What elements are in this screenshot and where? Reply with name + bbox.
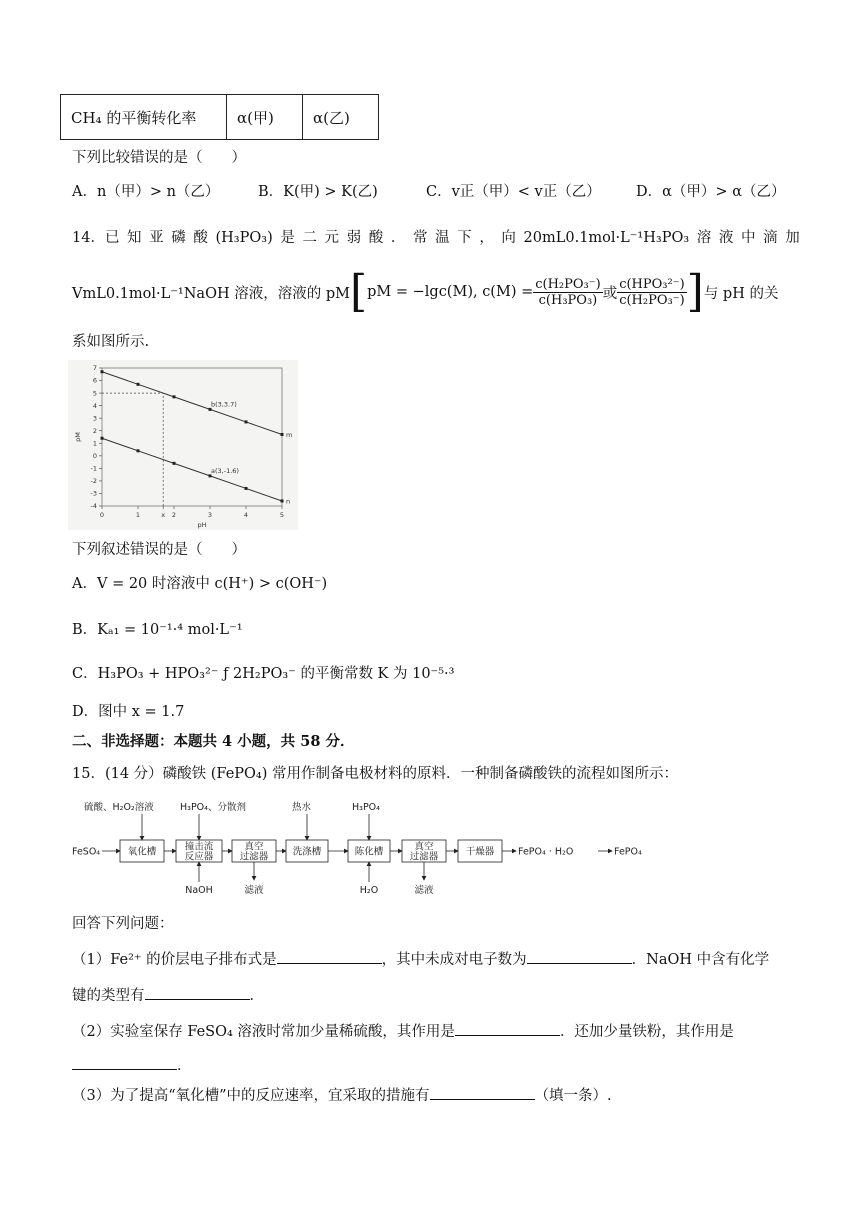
option-text: 图中 x = 1.7 [98,704,185,720]
series-label-n: n [286,497,291,506]
q13-prompt: 下列比较错误的是（ ） [72,150,246,166]
point-annotation: a(3,-1.6) [211,466,239,475]
flow-bottom-label: H₂O [359,885,379,896]
y-tick-label: -4 [90,502,97,511]
option-key: B． [72,622,98,638]
q13-option-a [72,180,219,201]
option-text: Kₐ₁ = 10⁻¹·⁴ mol·L⁻¹ [97,622,243,638]
table-cell-label: CH₄ 的平衡转化率 [61,95,227,140]
answer-blank[interactable] [455,1021,560,1036]
option-text: v正（甲）< v正（乙） [451,184,601,200]
fraction-2 [617,277,686,308]
flow-box-label: 反应器 [184,851,214,863]
data-point [173,395,176,398]
chart-plot-area [102,368,282,506]
flow-bottom-label: 滤液 [244,885,264,896]
flow-start-label: FeSO₄ [72,846,101,858]
x-tick-label: x [161,511,166,519]
chart-frame [102,368,282,506]
part1-text-d: 键的类型有 [72,988,145,1004]
q14-line1: 14．已 知 亚 磷 酸 (H₃PO₃) 是 二 元 弱 酸 ． 常 温 下 ， 向 20mL0.1mol·L⁻¹H₃PO₃ 溶 液 中 滴 加 [72,230,800,246]
flow-top-reagent: H₃PO₄、分散剂 [180,802,246,813]
q15-part2-line2 [72,1054,192,1075]
option-text: α（甲）> α（乙） [662,184,786,200]
table-cell-jia: α(甲) [227,95,303,140]
section2-heading: 二、非选择题：本题共 4 小题，共 58 分． [72,733,355,750]
answer-blank[interactable] [145,985,250,1000]
x-tick-label: 4 [243,511,249,519]
flow-box-label: 陈化槽 [354,846,384,858]
data-point [281,433,284,436]
flow-box-label: 过滤器 [239,851,269,863]
fraction-2-denominator: c(H₂PO₃⁻) [619,292,685,308]
q15-intro: 15．(14 分）磷酸铁 (FePO₄) 常用作制备电极材料的原料．一种制备磷酸铁的流程如图所示： [72,766,679,782]
y-tick-label: -3 [90,489,97,498]
q14-prompt: 下列叙述错误的是（ ） [72,542,246,558]
flow-box-label: 干燥器 [465,846,495,858]
q14-option-d [72,700,184,721]
answer-blank[interactable] [527,949,632,964]
part2-text-a: （2）实验室保存 FeSO₄ 溶液时常加少量稀硫酸，其作用是 [72,1024,455,1040]
y-tick-label: 4 [92,401,97,410]
x-tick-label: 1 [135,511,141,519]
part1-text-c: ．NaOH 中含有化学 [631,952,770,968]
y-tick-label: 6 [92,376,97,385]
option-text: V = 20 时溶液中 c(H⁺) > c(OH⁻) [96,576,328,592]
flow-top-reagent: 热水 [292,802,312,813]
q13-option-b [258,180,378,201]
flow-box-label: 撞击流 [184,841,214,853]
x-tick-label: 3 [207,511,213,519]
q14-option-a [72,572,327,593]
pm-ph-chart [68,360,298,530]
point-annotation: b(3,3.7) [211,400,237,409]
data-point [173,462,176,465]
q14-option-b [72,618,243,639]
option-key: A． [72,576,97,592]
answer-blank[interactable] [72,1055,177,1070]
q13-table [60,94,379,140]
option-key: D． [72,704,99,720]
q15-part2-line1 [72,1020,734,1041]
x-tick-label: 2 [171,511,177,519]
option-key: C． [426,184,452,200]
q15-answer-intro: 回答下列问题： [72,916,174,932]
flow-box-label: 真空 [414,841,434,853]
option-key: C． [72,666,98,682]
q14-line2-prefix: VmL0.1mol·L⁻¹NaOH 溶液，溶液的 pM [72,285,350,302]
fraction-1-denominator: c(H₃PO₃) [538,292,598,308]
flow-bottom-label: 滤液 [414,885,434,896]
series-line-m [102,372,282,435]
part2-text-b: ．还加少量铁粉，其作用是 [559,1024,734,1040]
series-label-m: m [286,430,293,439]
flow-product-hydrate: FePO₄ · H₂O [518,846,574,858]
data-point [281,499,284,502]
data-point [137,383,140,386]
y-axis-label: pM [74,432,82,442]
q15-part1-line2 [72,984,264,1005]
bracket-left: [ [349,266,368,317]
data-point [245,420,248,423]
answer-blank[interactable] [277,949,382,964]
flow-box-label: 过滤器 [409,851,439,863]
y-tick-label: 1 [92,439,97,448]
flow-box-label: 洗涤槽 [292,846,322,858]
flow-product-final: FePO₄ [614,846,642,858]
flow-box-label: 氧化槽 [127,846,157,858]
y-tick-label: 7 [92,364,97,373]
part3-text-a: （3）为了提高“氧化槽”中的反应速率，宜采取的措施有 [72,1088,430,1104]
process-flow-diagram [72,796,712,896]
flow-top-reagent: 硫酸、H₂O₂溶液 [84,802,154,813]
y-tick-label: 2 [92,426,97,435]
q13-option-d [636,180,785,201]
y-tick-label: 0 [92,452,97,461]
data-point [245,487,248,490]
option-text: K(甲) > K(乙) [283,184,378,200]
bracket-right: ] [686,266,704,317]
q14-line2 [72,262,778,322]
q14-line2-suffix: 与 pH 的关 [703,285,779,302]
x-axis-label: pH [197,521,207,529]
or-word: 或 [602,285,618,302]
data-point [101,437,104,440]
q14-definition: pM = −lgc(M), c(M) = [367,284,534,300]
q15-part3 [72,1084,612,1105]
flow-top-reagent: H₃PO₄ [352,802,380,813]
guide-dashed-line [102,393,163,506]
data-point [101,370,104,373]
series-line-n [102,438,282,501]
y-tick-label: 5 [92,389,97,398]
q14-line3: 系如图所示. [72,334,150,350]
part1-text-b: ，其中未成对电子数为 [381,952,527,968]
x-tick-label: 5 [279,511,285,519]
flow-bottom-label: NaOH [185,885,213,896]
part3-text-b: （填一条）. [534,1088,612,1104]
part1-text-e: ． [249,988,264,1004]
data-point [137,449,140,452]
fraction-2-numerator: c(HPO₃²⁻) [619,276,685,292]
q14-option-c [72,662,454,683]
option-key: D． [636,184,663,200]
y-tick-label: 3 [92,414,97,423]
x-tick-label: 0 [99,511,105,519]
table-cell-yi: α(乙) [303,95,379,140]
fraction-1-numerator: c(H₂PO₃⁻) [535,276,601,292]
q13-option-c [426,180,601,201]
flow-box-label: 真空 [244,841,264,853]
option-key: A． [72,184,97,200]
y-tick-label: -2 [90,477,97,486]
answer-blank[interactable] [430,1085,535,1100]
option-text: H₃PO₃ + HPO₃²⁻ ƒ 2H₂PO₃⁻ 的平衡常数 K 为 10⁻⁵·³ [97,666,455,682]
y-tick-label: -1 [90,464,97,473]
part1-text-a: （1）Fe²⁺ 的价层电子排布式是 [72,952,277,968]
part2-text-c: ． [177,1058,192,1074]
q15-part1-line1 [72,948,769,969]
option-key: B． [258,184,284,200]
fraction-1 [533,277,602,308]
option-text: n（甲）> n（乙） [96,184,220,200]
